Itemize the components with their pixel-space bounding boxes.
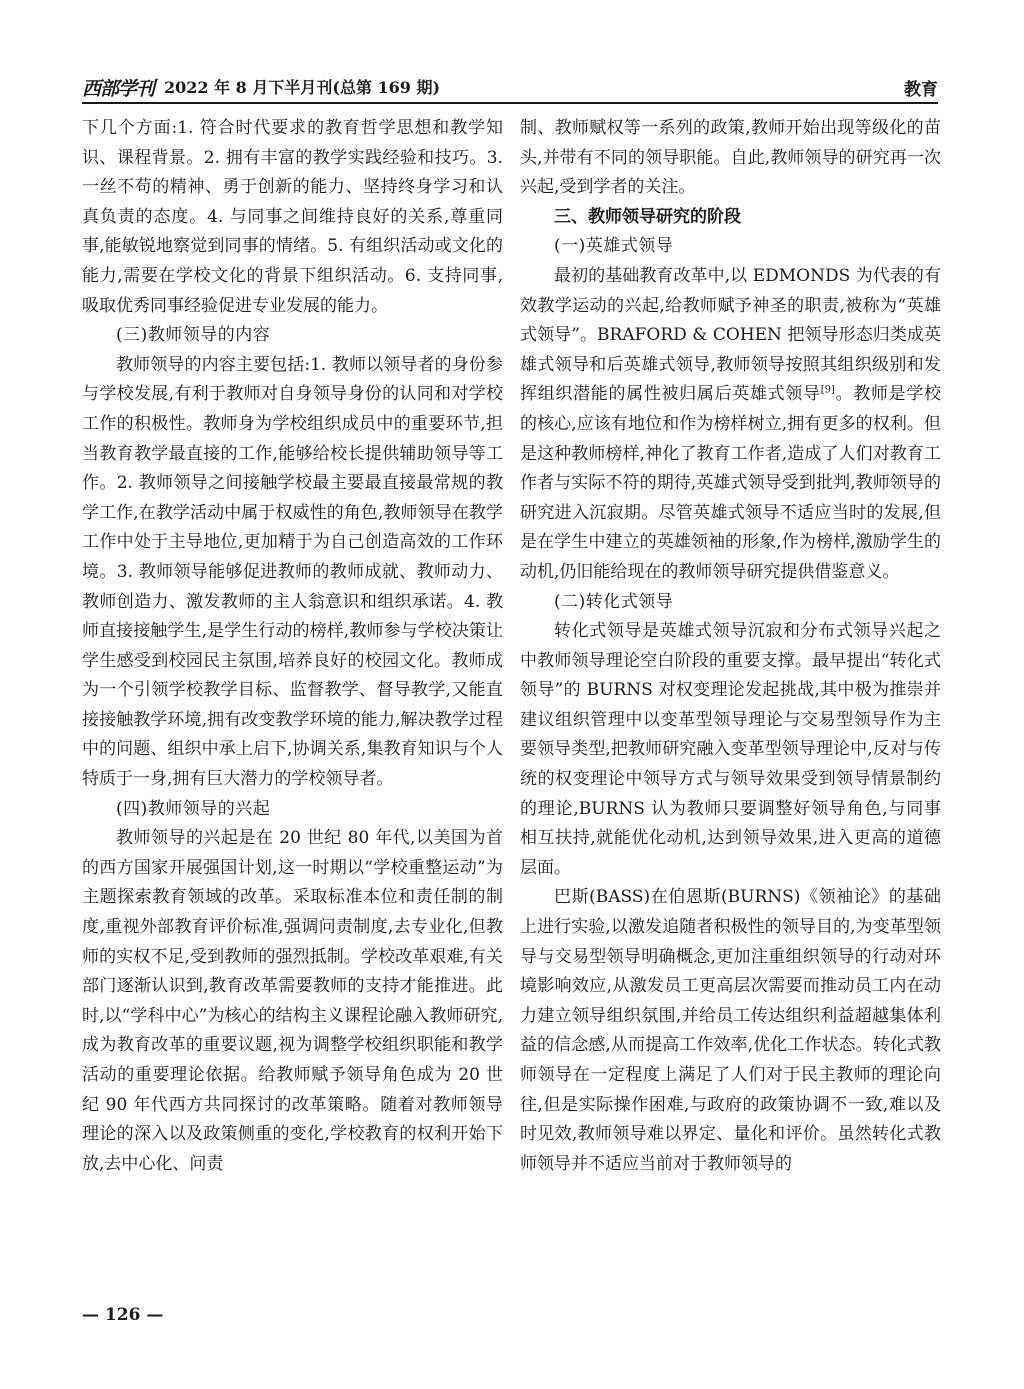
- paragraph: 教师领导的内容主要包括:1. 教师以领导者的身份参与学校发展,有利于教师对自身领导身份的认同和对学校工作的积极性。教师身为学校组织成员中的重要环节,担当教育教学最直接的工作,能够给校长提供辅助领导等工作。2. 教师领导之间接触学校最主要最直接最常规的教学工作,在教学活动中属于权威性的角色,教师领导在教学工作中处于主导地位,更加精于为自己创造高效的工作环境。3. 教师领导能够促进教师的教师成就、教师动力、教师创造力、激发教师的主人翁意识和组织承诺。4. 教师直接接触学生,是学生行动的榜样,教师参与学校决策让学生感受到校园民主氛围,培养良好的校园文化。教师成为一个引领学校教学目标、监督教学、督导教学,又能直接接触教学环境,拥有改变教学环境的能力,解决教学过程中的问题、组织中承上启下,协调关系,集教育知识与个人特质于一身,拥有巨大潜力的学校领导者。: [82, 354, 503, 790]
- subheading: (一)英雄式领导: [554, 236, 674, 257]
- left-column: [82, 114, 503, 1179]
- subheading: (四)教师领导的兴起: [116, 798, 271, 819]
- issue-info: 2022 年 8 月下半月刊(总第 169 期): [164, 78, 441, 97]
- paragraph: 巴斯(BASS)在伯恩斯(BURNS)《领袖论》的基础上进行实验,以激发追随者积极性的领导目的,为变革型领导与交易型领导明确概念,更加注重组织领导的行动对环境影响效应,从激发员工更高层次需要而推动员工内在动力建立领导组织氛围,并给员工传达组织利益超越集体利益的信念感,从而提高工作效率,优化工作状态。转化式教师领导在一定程度上满足了人们对于民主教师的理论向往,但是实际操作困难,与政府的政策协调不一致,难以及时见效,教师领导难以界定、量化和评价。虽然转化式教师领导并不适应当前对于教师领导的: [520, 887, 941, 1174]
- paragraph: 下几个方面:1. 符合时代要求的教育哲学思想和教学知识、课程背景。2. 拥有丰富的教学实践经验和技巧。3. 一丝不苟的精神、勇于创新的能力、坚持终身学习和认真负责的态度。4. 与同事之间维持良好的关系,尊重同事,能敏锐地察觉到同事的情绪。5. 有组织活动或文化的能力,需要在学校文化的背景下组织活动。6. 支持同事,吸取优秀同事经验促进专业发展的能力。: [82, 118, 503, 316]
- paragraph: 转化式领导是英雄式领导沉寂和分布式领导兴起之中教师领导理论空白阶段的重要支撑。最早提出“转化式领导”的 BURNS 对权变理论发起挑战,其中极为推崇并建议组织管理中以变革型领导理论与交易型领导作为主要领导类型,把教师研究融入变革型领导理论中,反对与传统的权变理论中领导方式与领导效果受到领导情景制约的理论,BURNS 认为教师只要调整好领导角色,与同事相互扶持,就能优化动机,达到领导效果,进入更高的道德层面。: [520, 621, 941, 878]
- right-column: [520, 114, 941, 1179]
- running-header: [82, 72, 938, 104]
- subheading: (三)教师领导的内容: [116, 325, 271, 346]
- journal-logo: 西部学刊: [82, 78, 155, 100]
- subheading: (二)转化式领导: [554, 591, 674, 612]
- page-number: — 126 —: [82, 1305, 164, 1325]
- citation-ref: [9]: [820, 384, 835, 396]
- paragraph-text: 。教师是学校的核心,应该有地位和作为榜样树立,拥有更多的权利。但是这种教师榜样,神化了教育工作者,造成了人们对教育工作者与实际不符的期待,英雄式领导受到批判,教师领导的研究进入沉寂期。尽管英雄式领导不适应当时的发展,但是在学生中建立的英雄领袖的形象,作为榜样,激励学生的动机,仍旧能给现在的教师领导研究提供借鉴意义。: [520, 384, 942, 582]
- paragraph: 教师领导的兴起是在 20 世纪 80 年代,以美国为首的西方国家开展强国计划,这一时期以“学校重整运动”为主题探索教育领域的改革。采取标准本位和责任制的制度,重视外部教育评价标准,强调问责制度,去专业化,但教师的实权不足,受到教师的强烈抵制。学校改革艰难,有关部门逐渐认识到,教育改革需要教师的支持才能推进。此时,以“学科中心”为核心的结构主义课程论融入教师研究,成为教育改革的重要议题,视为调整学校组织职能和教学活动的重要理论依据。给教师赋予领导角色成为 20 世纪 90 年代西方共同探讨的改革策略。随着对教师领导理论的深入以及政策侧重的变化,学校教育的权利开始下放,去中心化、问责: [82, 828, 503, 1174]
- section-heading: 三、教师领导研究的阶段: [554, 206, 741, 227]
- paragraph: 制、教师赋权等一系列的政策,教师开始出现等级化的苗头,并带有不同的领导职能。自此,教师领导的研究再一次兴起,受到学者的关注。: [520, 118, 941, 198]
- paragraph-text: 最初的基础教育改革中,以 EDMONDS 为代表的有效教学运动的兴起,给教师赋予神圣的职责,被称为“英雄式领导”。BRAFORD & COHEN 把领导形态归类成英雄式领导和后英雄式领导,教师领导按照其组织级别和发挥组织潜能的属性被归属后英雄式领导: [520, 265, 941, 405]
- section-label: 教育: [904, 80, 938, 100]
- paragraph: [520, 262, 941, 588]
